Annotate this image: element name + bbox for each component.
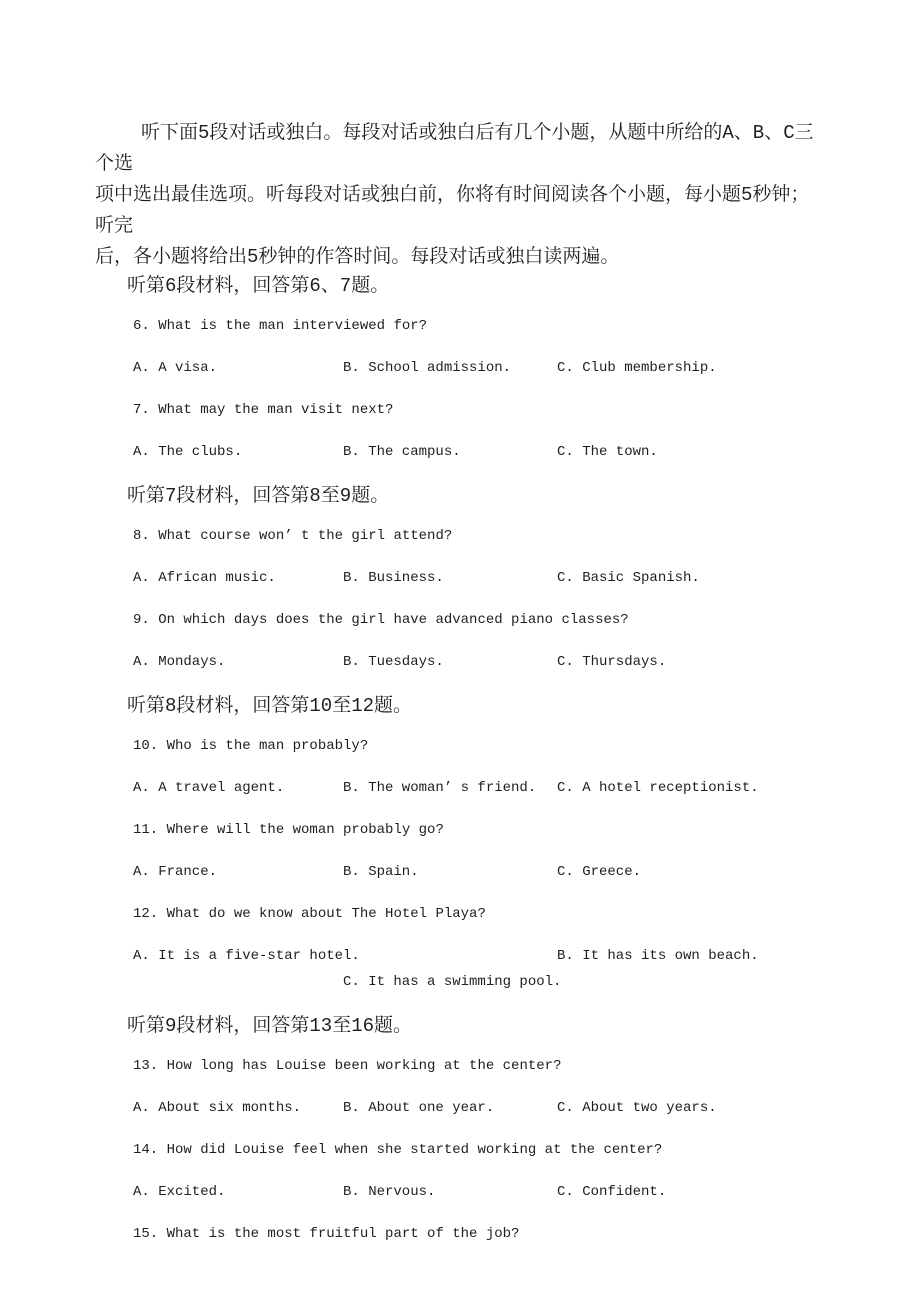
option-b: B. Spain. bbox=[343, 864, 419, 880]
option-b: B. The campus. bbox=[343, 444, 461, 460]
option-a: A. Mondays. bbox=[133, 654, 226, 670]
listening-instructions bbox=[0, 0, 920, 273]
option-b: B. Tuesdays. bbox=[343, 654, 444, 670]
option-c: C. Basic Spanish. bbox=[557, 570, 700, 586]
option-c: C. The town. bbox=[557, 444, 658, 460]
question-text: 10. Who is the man probably? bbox=[133, 738, 369, 754]
section-header: 听第7段材料，回答第8至9题。 bbox=[127, 485, 390, 507]
question-text: 6. What is the man interviewed for? bbox=[133, 318, 428, 334]
question-text: 14. How did Louise feel when she started working at the center? bbox=[133, 1142, 663, 1158]
option-a: A. Excited. bbox=[133, 1184, 226, 1200]
question-text: 15. What is the most fruitful part of the job? bbox=[133, 1226, 520, 1242]
instruction-line: 项中选出最佳选项。听每段对话或独白前，你将有时间阅读各个小题，每小题5秒钟；听完 bbox=[95, 184, 810, 237]
option-a: A. A visa. bbox=[133, 360, 218, 376]
section-header: 听第8段材料，回答第10至12题。 bbox=[127, 695, 413, 717]
option-b: B. Nervous. bbox=[343, 1184, 436, 1200]
question-text: 11. Where will the woman probably go? bbox=[133, 822, 444, 838]
question-text: 8. What course won’ t the girl attend? bbox=[133, 528, 453, 544]
options-row bbox=[0, 441, 920, 483]
option-c: C. Greece. bbox=[557, 864, 642, 880]
options-row bbox=[0, 1181, 920, 1223]
option-b: B. Business. bbox=[343, 570, 444, 586]
options-row bbox=[0, 861, 920, 903]
question-text: 7. What may the man visit next? bbox=[133, 402, 394, 418]
section-header: 听第6段材料，回答第6、7题。 bbox=[127, 275, 390, 297]
options-row bbox=[0, 567, 920, 609]
option-c: C. It has a swimming pool. bbox=[343, 974, 562, 990]
question-text: 9. On which days does the girl have advanced piano classes? bbox=[133, 612, 629, 628]
option-b: B. School admission. bbox=[343, 360, 512, 376]
option-c: C. About two years. bbox=[557, 1100, 717, 1116]
options-row bbox=[0, 651, 920, 693]
option-a: A. It is a five-star hotel. bbox=[133, 948, 360, 964]
options-row bbox=[0, 971, 920, 1013]
options-row bbox=[0, 357, 920, 399]
option-a: A. African music. bbox=[133, 570, 276, 586]
option-a: A. France. bbox=[133, 864, 218, 880]
option-a: A. About six months. bbox=[133, 1100, 302, 1116]
options-row bbox=[0, 945, 920, 971]
question-text: 13. How long has Louise been working at the center? bbox=[133, 1058, 562, 1074]
instruction-line: 后，各小题将给出5秒钟的作答时间。每段对话或独白读两遍。 bbox=[95, 246, 620, 268]
option-a: A. A travel agent. bbox=[133, 780, 285, 796]
options-row bbox=[0, 777, 920, 819]
option-b: B. The woman’ s friend. bbox=[343, 780, 537, 796]
option-c: C. Club membership. bbox=[557, 360, 717, 376]
option-c: C. Confident. bbox=[557, 1184, 667, 1200]
instruction-line: 听下面5段对话或独白。每段对话或独白后有几个小题，从题中所给的A、B、C三个选 bbox=[95, 122, 814, 175]
option-c: C. Thursdays. bbox=[557, 654, 667, 670]
questions-area bbox=[0, 273, 920, 1265]
options-row bbox=[0, 1097, 920, 1139]
option-c: C. A hotel receptionist. bbox=[557, 780, 759, 796]
section-header: 听第9段材料，回答第13至16题。 bbox=[127, 1015, 413, 1037]
option-b: B. About one year. bbox=[343, 1100, 495, 1116]
option-b: B. It has its own beach. bbox=[557, 948, 759, 964]
question-text: 12. What do we know about The Hotel Playa? bbox=[133, 906, 486, 922]
option-a: A. The clubs. bbox=[133, 444, 243, 460]
